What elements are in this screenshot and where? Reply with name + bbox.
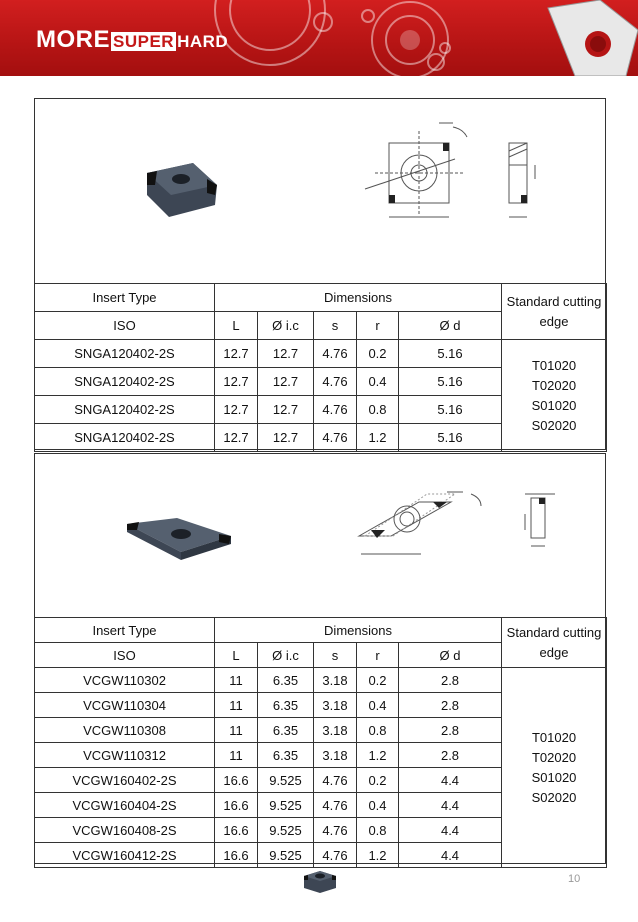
header-s: s (314, 312, 357, 340)
cutting-edge-code: S01020 (531, 397, 577, 413)
iso-cell: SNGA120402-2S (35, 340, 215, 368)
r-cell: 0.2 (357, 340, 399, 368)
header-dimensions: Dimensions (215, 284, 502, 312)
s-cell: 3.18 (314, 668, 357, 693)
r-cell: 0.4 (357, 368, 399, 396)
d-cell: 4.4 (399, 843, 502, 868)
ic-cell: 6.35 (258, 693, 314, 718)
ic-cell: 6.35 (258, 718, 314, 743)
d-cell: 2.8 (399, 693, 502, 718)
d-cell: 4.4 (399, 768, 502, 793)
l-cell: 12.7 (215, 368, 258, 396)
d-cell: 4.4 (399, 818, 502, 843)
iso-cell: SNGA120402-2S (35, 396, 215, 424)
l-cell: 12.7 (215, 340, 258, 368)
iso-cell: VCGW110312 (35, 743, 215, 768)
header-ic: Ø i.c (258, 643, 314, 668)
d-cell: 4.4 (399, 793, 502, 818)
ic-cell: 12.7 (258, 424, 314, 452)
iso-cell: VCGW110308 (35, 718, 215, 743)
cutting-edge-list (502, 668, 607, 868)
l-cell: 11 (215, 718, 258, 743)
brand-super: SUPER (113, 32, 175, 51)
vcgw-image-area (35, 454, 605, 617)
cutting-edge-list (502, 340, 607, 452)
brand-hard: HARD (177, 32, 229, 51)
iso-cell: VCGW160412-2S (35, 843, 215, 868)
l-cell: 11 (215, 668, 258, 693)
header-insert-type: Insert Type (35, 618, 215, 643)
r-cell: 0.4 (357, 693, 399, 718)
r-cell: 0.4 (357, 793, 399, 818)
iso-cell: VCGW160402-2S (35, 768, 215, 793)
ic-cell: 9.525 (258, 818, 314, 843)
d-cell: 2.8 (399, 743, 502, 768)
d-cell: 2.8 (399, 718, 502, 743)
header-ic: Ø i.c (258, 312, 314, 340)
r-cell: 1.2 (357, 743, 399, 768)
r-cell: 0.2 (357, 768, 399, 793)
page-number: 10 (568, 873, 581, 885)
header-l: L (215, 643, 258, 668)
d-cell: 2.8 (399, 668, 502, 693)
diamond-insert-photo (127, 518, 231, 560)
vcgw-spec-table (34, 617, 607, 868)
diamond-insert-drawing (359, 492, 481, 554)
header-standard-cutting-edge: Standard cutting edge (502, 618, 607, 668)
cutting-edge-code: T02020 (531, 377, 577, 393)
cutting-edge-code: S02020 (531, 417, 577, 433)
ic-cell: 9.525 (258, 843, 314, 868)
square-insert-side-drawing (509, 143, 535, 217)
table-row (35, 668, 607, 693)
ic-cell: 12.7 (258, 340, 314, 368)
r-cell: 1.2 (357, 424, 399, 452)
s-cell: 3.18 (314, 743, 357, 768)
iso-cell: VCGW110302 (35, 668, 215, 693)
header-dimensions: Dimensions (215, 618, 502, 643)
cutting-edge-code: T02020 (531, 749, 577, 765)
ic-cell: 9.525 (258, 768, 314, 793)
ic-cell: 6.35 (258, 668, 314, 693)
iso-cell: VCGW110304 (35, 693, 215, 718)
s-cell: 4.76 (314, 396, 357, 424)
r-cell: 0.8 (357, 718, 399, 743)
cutting-edge-code: T01020 (531, 357, 577, 373)
header-iso: ISO (35, 643, 215, 668)
ic-cell: 12.7 (258, 396, 314, 424)
snga-image-area (35, 99, 605, 283)
iso-cell: VCGW160408-2S (35, 818, 215, 843)
ic-cell: 6.35 (258, 743, 314, 768)
l-cell: 16.6 (215, 768, 258, 793)
s-cell: 4.76 (314, 793, 357, 818)
d-cell: 5.16 (399, 368, 502, 396)
header-iso: ISO (35, 312, 215, 340)
cutting-edge-code: S01020 (531, 769, 577, 785)
iso-cell: SNGA120402-2S (35, 424, 215, 452)
r-cell: 0.8 (357, 396, 399, 424)
d-cell: 5.16 (399, 424, 502, 452)
cutting-edge-code: T01020 (531, 729, 577, 745)
iso-cell: VCGW160404-2S (35, 793, 215, 818)
square-insert-photo (147, 163, 217, 217)
l-cell: 16.6 (215, 793, 258, 818)
r-cell: 1.2 (357, 843, 399, 868)
r-cell: 0.8 (357, 818, 399, 843)
header-d: Ø d (399, 643, 502, 668)
brand-logo (36, 26, 228, 54)
insert-footer-icon (300, 868, 340, 896)
ic-cell: 12.7 (258, 368, 314, 396)
table-row (35, 340, 607, 368)
l-cell: 11 (215, 743, 258, 768)
header-standard-cutting-edge: Standard cutting edge (502, 284, 607, 340)
ic-cell: 9.525 (258, 793, 314, 818)
header-banner (0, 0, 638, 76)
s-cell: 4.76 (314, 768, 357, 793)
d-cell: 5.16 (399, 340, 502, 368)
l-cell: 16.6 (215, 843, 258, 868)
iso-cell: SNGA120402-2S (35, 368, 215, 396)
header-r: r (357, 643, 399, 668)
cutting-edge-code: S02020 (531, 789, 577, 805)
vcgw-panel (34, 453, 606, 864)
s-cell: 4.76 (314, 340, 357, 368)
header-s: s (314, 643, 357, 668)
s-cell: 4.76 (314, 424, 357, 452)
l-cell: 12.7 (215, 424, 258, 452)
l-cell: 16.6 (215, 818, 258, 843)
header-d: Ø d (399, 312, 502, 340)
l-cell: 12.7 (215, 396, 258, 424)
s-cell: 4.76 (314, 843, 357, 868)
s-cell: 3.18 (314, 718, 357, 743)
header-insert-type: Insert Type (35, 284, 215, 312)
header-r: r (357, 312, 399, 340)
snga-panel (34, 98, 606, 450)
square-insert-drawing (365, 123, 467, 217)
brand-more: MORE (36, 26, 110, 53)
l-cell: 11 (215, 693, 258, 718)
header-l: L (215, 312, 258, 340)
s-cell: 4.76 (314, 368, 357, 396)
d-cell: 5.16 (399, 396, 502, 424)
s-cell: 4.76 (314, 818, 357, 843)
r-cell: 0.2 (357, 668, 399, 693)
s-cell: 3.18 (314, 693, 357, 718)
snga-spec-table (34, 283, 607, 452)
